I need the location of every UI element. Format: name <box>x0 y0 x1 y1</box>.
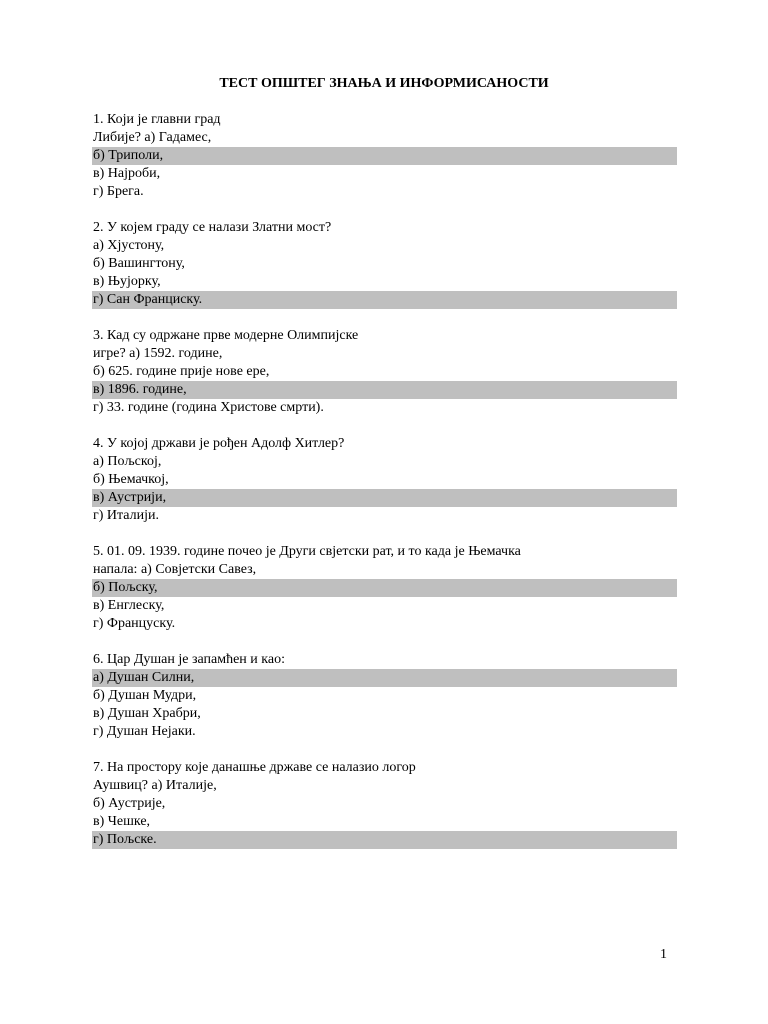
page-title: ТЕСТ ОПШТЕГ ЗНАЊА И ИНФОРМИСАНОСТИ <box>219 76 549 91</box>
question-2-correct-answer: г) Сан Франциску. <box>92 291 677 309</box>
question-4-line-1: 4. У којој држави је рођен Адолф Хитлер? <box>93 436 345 451</box>
question-5 <box>92 543 677 633</box>
question-3-line-5: г) 33. године (година Христове смрти). <box>93 400 324 415</box>
question-6-line-3: б) Душан Мудри, <box>93 688 197 703</box>
question-2-line-2: а) Хјустону, <box>93 238 165 253</box>
question-3-line-3: б) 625. године прије нове ере, <box>93 364 270 379</box>
question-1-line-4: в) Најроби, <box>93 166 161 181</box>
question-7-correct-answer: г) Пољске. <box>92 831 677 849</box>
question-6 <box>92 651 677 741</box>
question-3-line-1: 3. Кад су одржане прве модерне Олимпијске <box>93 328 359 343</box>
question-5-line-1: 5. 01. 09. 1939. године почео је Други свјетски рат, и то када је Њемачка <box>93 544 521 559</box>
question-2-line-4: в) Њујорку, <box>93 274 161 289</box>
question-6-line-5: г) Душан Нејаки. <box>93 724 196 739</box>
question-6-line-1: 6. Цар Душан је запамћен и као: <box>93 652 285 667</box>
question-5-line-5: г) Француску. <box>93 616 176 631</box>
question-3 <box>92 327 677 417</box>
question-4-line-5: г) Италији. <box>93 508 160 523</box>
question-7-line-1: 7. На простору које данашње државе се налазио логор <box>93 760 416 775</box>
question-2 <box>92 219 677 309</box>
question-2-line-1: 2. У којем граду се налази Златни мост? <box>93 220 332 235</box>
question-5-line-4: в) Енглеску, <box>93 598 165 613</box>
page-number: 1 <box>660 947 667 962</box>
question-5-correct-answer: б) Пољску, <box>92 579 677 597</box>
question-3-correct-answer: в) 1896. године, <box>92 381 677 399</box>
question-7-line-3: б) Аустрије, <box>93 796 166 811</box>
question-4 <box>92 435 677 525</box>
question-1-line-1: 1. Који је главни град <box>93 112 221 127</box>
question-3-line-2: игре? а) 1592. године, <box>93 346 223 361</box>
question-1-correct-answer: б) Триполи, <box>92 147 677 165</box>
question-4-line-2: а) Пољској, <box>93 454 162 469</box>
question-5-line-2: напала: а) Совјетски Савез, <box>93 562 257 577</box>
quiz-content <box>92 111 677 867</box>
question-4-correct-answer: в) Аустрији, <box>92 489 677 507</box>
question-6-correct-answer: а) Душан Силни, <box>92 669 677 687</box>
question-6-line-4: в) Душан Храбри, <box>93 706 201 721</box>
question-2-line-3: б) Вашингтону, <box>93 256 185 271</box>
question-7 <box>92 759 677 849</box>
question-1 <box>92 111 677 201</box>
question-7-line-2: Аушвиц? а) Италије, <box>93 778 217 793</box>
question-7-line-4: в) Чешке, <box>93 814 151 829</box>
question-4-line-3: б) Њемачкој, <box>93 472 169 487</box>
question-1-line-5: г) Брега. <box>93 184 144 199</box>
question-1-line-2: Либије? а) Гадамес, <box>93 130 212 145</box>
